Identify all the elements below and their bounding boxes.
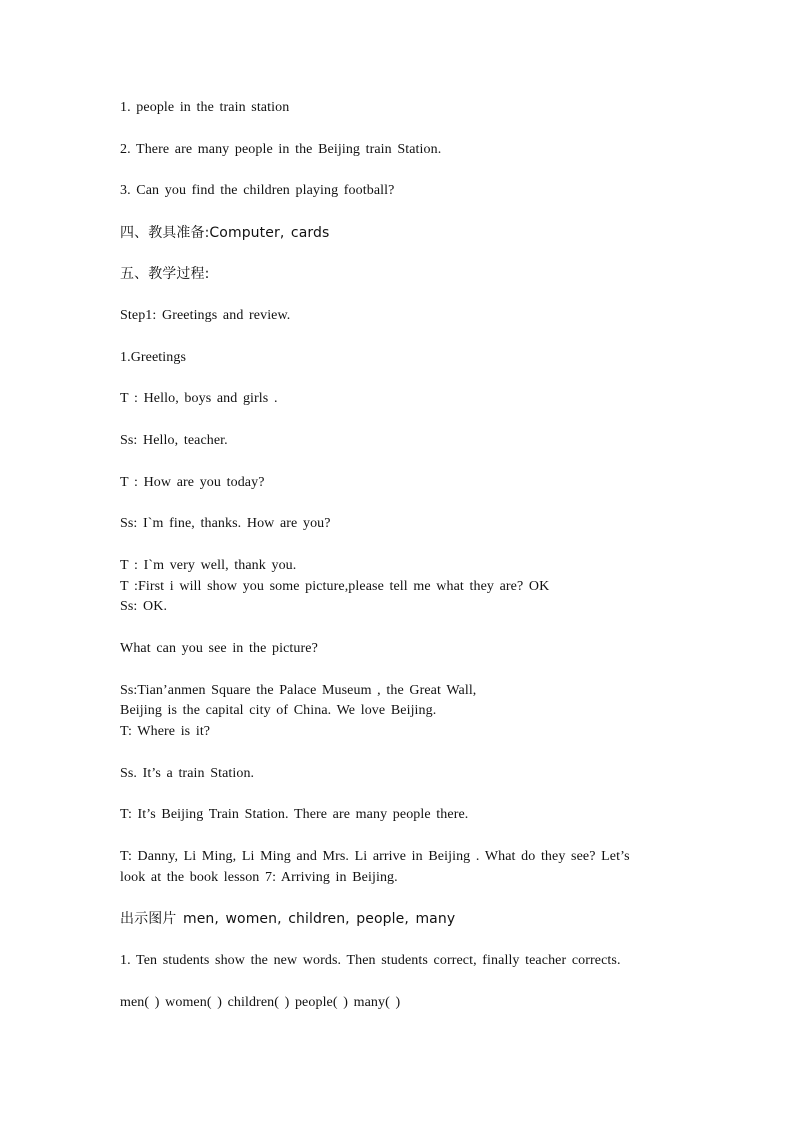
dialogue-line: T : Hello, boys and girls .: [120, 391, 278, 406]
dialogue-line: T :First i will show you some picture,please tell me what they are? OK: [120, 579, 550, 594]
dialogue-line: T : I`m very well, thank you.: [120, 558, 297, 573]
dialogue-line: look at the book lesson 7: Arriving in Beijing.: [120, 870, 398, 885]
objective-3: 3. Can you find the children playing football?: [120, 183, 395, 198]
section-teaching-process: 五、教学过程:: [120, 266, 210, 282]
show-pictures-line: 出示图片 men, women, children, people, many: [120, 911, 456, 927]
dialogue-line: What can you see in the picture?: [120, 641, 318, 656]
dialogue-line: Ss. It’s a train Station.: [120, 766, 255, 781]
dialogue-line: T : How are you today?: [120, 475, 265, 490]
dialogue-line: Ss: OK.: [120, 599, 168, 614]
dialogue-line: Ss: I`m fine, thanks. How are you?: [120, 516, 331, 531]
greetings-heading: 1.Greetings: [120, 350, 187, 365]
objective-2: 2. There are many people in the Beijing train Station.: [120, 142, 442, 157]
section-teaching-aids: 四、教具准备:Computer, cards: [120, 225, 330, 241]
dialogue-line: T: Where is it?: [120, 724, 211, 739]
dialogue-line: Beijing is the capital city of China. We love Beijing.: [120, 703, 437, 718]
dialogue-line: T: Danny, Li Ming, Li Ming and Mrs. Li arrive in Beijing . What do they see? Let’s: [120, 849, 630, 864]
vocabulary-blanks: men( ) women( ) children( ) people( ) many( ): [120, 995, 401, 1010]
objective-1: 1. people in the train station: [120, 100, 290, 115]
dialogue-line: Ss:Tian’anmen Square the Palace Museum , the Great Wall,: [120, 683, 477, 698]
activity-line: 1. Ten students show the new words. Then students correct, finally teacher corrects.: [120, 953, 621, 968]
step-1-heading: Step1: Greetings and review.: [120, 308, 291, 323]
dialogue-line: T: It’s Beijing Train Station. There are many people there.: [120, 807, 469, 822]
dialogue-line: Ss: Hello, teacher.: [120, 433, 228, 448]
